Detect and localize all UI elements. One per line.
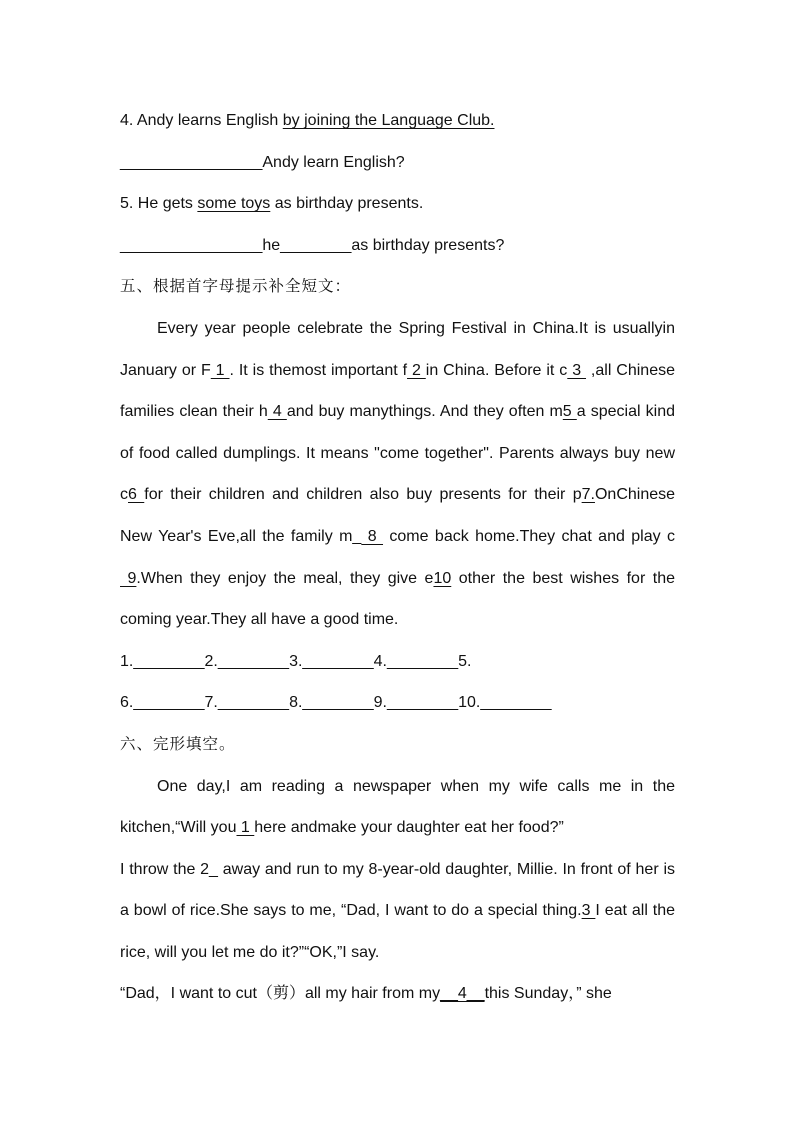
question-5-rewrite-mid: he — [262, 236, 281, 254]
passage-text: . It is themost important f — [229, 361, 408, 379]
question-4-number: 4. — [120, 112, 134, 129]
question-5-blank-1: ________________ — [120, 236, 263, 254]
section-5-heading: 五、根据首字母提示补全短文： — [120, 277, 352, 296]
blank-marker: 5 — [562, 403, 577, 421]
question-5-blank-2: ________ — [280, 236, 352, 254]
passage-text: Every year people celebrate the Spring Festival in China.It is usuallyin January or F — [120, 319, 675, 379]
question-4-blank: ________________ — [120, 153, 263, 171]
passage-text: a special kind of food called dumplings. It means "come together". Parents always buy new c — [120, 403, 675, 504]
blank-marker: 2 — [407, 361, 426, 379]
passage-text: One day,I am reading a newspaper when my wife calls me in the kitchen,“Will you — [120, 777, 675, 837]
question-5 — [120, 183, 675, 225]
passage-text: here andmake your daughter eat her food?” — [254, 819, 564, 837]
question-5-text: He gets — [133, 195, 198, 213]
question-5-rewrite — [120, 225, 675, 267]
passage-text: for their children and children also buy presents for their p — [144, 486, 582, 504]
blank-marker: 7. — [581, 486, 595, 504]
blank-marker: 3 — [567, 361, 587, 379]
passage-text: .When they enjoy the meal, they give e — [136, 569, 434, 587]
section-6-paragraph-3 — [120, 973, 675, 1015]
passage-text: ,all Chinese families clean their h — [120, 361, 676, 421]
blank-marker: 4 — [267, 403, 287, 421]
section-5-passage — [120, 308, 675, 641]
blank-marker: 6 — [128, 486, 145, 504]
blank-marker: 1 — [210, 361, 230, 379]
section-6-paragraph-1 — [120, 766, 675, 849]
passage-text: OnChinese New Year's Eve,all the family m_ — [120, 486, 676, 545]
blank-marker: 9 — [120, 569, 137, 587]
question-5-text-after: as birthday presents. — [270, 195, 424, 213]
blank-marker: __4__ — [440, 985, 485, 1003]
section-6-heading: 六、完形填空。 — [120, 734, 236, 753]
passage-text: this Sunday，” she — [484, 985, 612, 1003]
question-4-underlined: by joining the Language Club. — [282, 112, 495, 129]
blank-marker: 3 — [581, 902, 596, 920]
blank-marker: 8 — [361, 527, 384, 545]
section-5-answers-row-1: 1.________2.________3.________4.________5. — [120, 652, 472, 670]
passage-text: “Dad，I want to cut（剪）all my hair from my — [120, 985, 441, 1003]
passage-text: and buy manythings. And they often m — [286, 403, 563, 421]
passage-text: come back home.They chat and play c — [383, 527, 675, 545]
blank-marker: 10 — [433, 569, 452, 587]
question-4-rewrite — [120, 142, 675, 184]
section-6-paragraph-2 — [120, 849, 675, 974]
question-4 — [120, 100, 675, 142]
passage-text: other the best wishes for the coming year.They all have a good time. — [120, 569, 676, 629]
worksheet-page — [120, 100, 675, 1015]
question-4-rewrite-text: Andy learn English? — [262, 153, 405, 171]
passage-text: I eat all the rice, will you let me do it?”“OK,”I say. — [120, 902, 676, 961]
section-5-answers-row-2: 6.________7.________8.________9.________10.________ — [120, 694, 552, 712]
question-4-text: Andy learns English — [133, 112, 283, 129]
blank-marker: 1 — [236, 819, 255, 837]
question-5-underlined: some toys — [197, 195, 271, 213]
question-5-number: 5. — [120, 195, 134, 213]
passage-text: I throw the 2_ away and run to my 8-year-old daughter, Millie. In front of her is a bowl of rice.She says to me, “Dad, I want to do a special thing. — [120, 860, 675, 920]
question-5-rewrite-end: as birthday presents? — [351, 236, 505, 254]
passage-text: in China. Before it c — [425, 361, 568, 379]
